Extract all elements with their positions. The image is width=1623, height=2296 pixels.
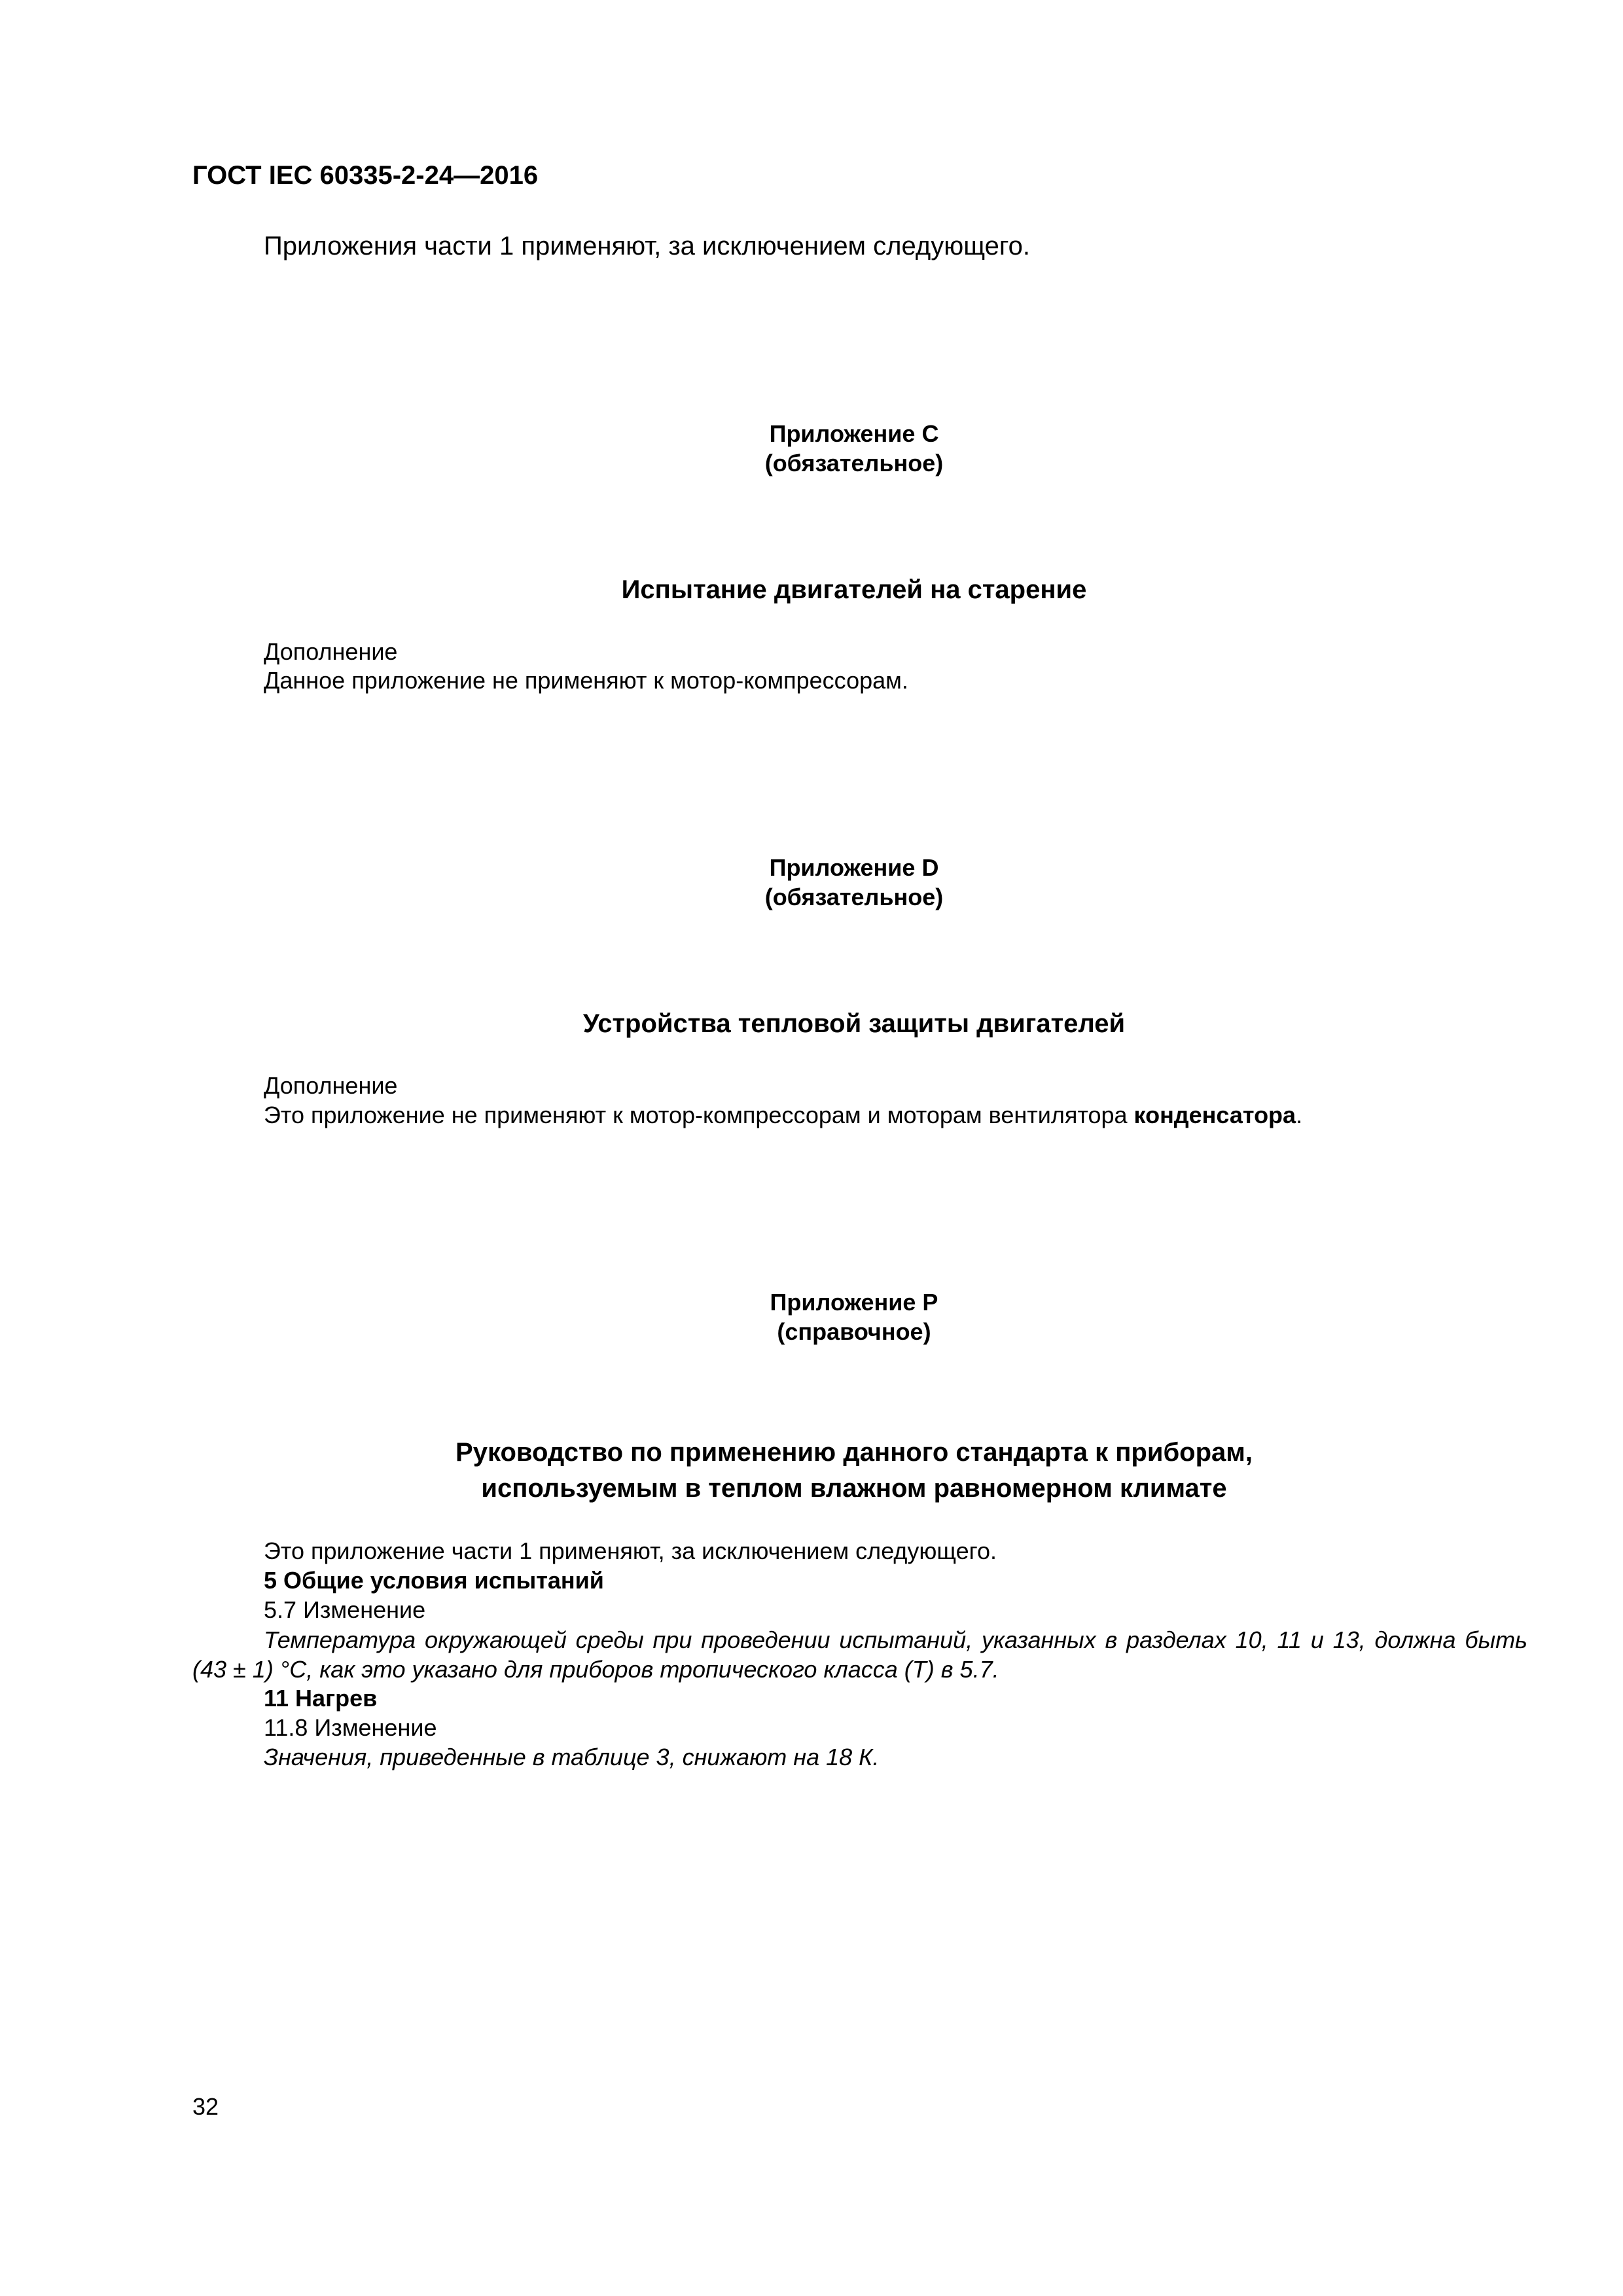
annex-c-label: Приложение С [769, 420, 939, 447]
annex-c-title: Испытание двигателей на старение [621, 575, 1087, 604]
annex-d-addition-term: конденсатора [1133, 1102, 1296, 1128]
intro-text: Приложения части 1 применяют, за исключением следующего. [264, 232, 1030, 260]
clause-11-heading: 11 Нагрев [264, 1685, 378, 1712]
annex-d-addition-prefix: Это приложение не применяют к мотор-компрессорам и моторам вентилятора [264, 1102, 1134, 1128]
annex-p-title-line1: Руководство по применению данного стандарта к приборам, [455, 1438, 1253, 1467]
annex-p-intro: Это приложение части 1 применяют, за исключением следующего. [264, 1537, 997, 1564]
annex-c-status: (обязательное) [764, 450, 944, 476]
annex-d-status: (обязательное) [764, 884, 944, 910]
annex-p-label: Приложение Р [770, 1289, 938, 1316]
clause-5-7-text: Температура окружающей среды при проведении испытаний, указанных в разделах 10, 11 и 13, должна быть (43 ± 1) °С, как это указано для приборов тропического класса (Т) в 5.7. [192, 1626, 1527, 1683]
annex-d-addition-label: Дополнение [264, 1072, 398, 1099]
clause-11-8-label: 11.8 Изменение [264, 1714, 437, 1741]
clause-5-heading: 5 Общие условия испытаний [264, 1567, 604, 1594]
annex-d-title: Устройства тепловой защиты двигателей [582, 1009, 1126, 1038]
annex-d-addition-text [264, 1101, 1302, 1130]
annex-c-addition-label: Дополнение [264, 638, 398, 665]
annex-c-addition-text: Данное приложение не применяют к мотор-компрессорам. [264, 667, 908, 694]
page-number: 32 [192, 2093, 219, 2120]
clause-11-8-text: Значения, приведенные в таблице 3, снижают на 18 К. [264, 1744, 880, 1770]
annex-d-addition-suffix: . [1296, 1102, 1303, 1128]
annex-p-title-line2: используемым в теплом влажном равномерном климате [481, 1474, 1227, 1503]
clause-5-7-label: 5.7 Изменение [264, 1596, 426, 1623]
standard-id: ГОСТ IEC 60335-2-24—2016 [192, 161, 539, 190]
annex-d-label: Приложение D [769, 854, 939, 881]
annex-p-status: (справочное) [777, 1318, 931, 1345]
